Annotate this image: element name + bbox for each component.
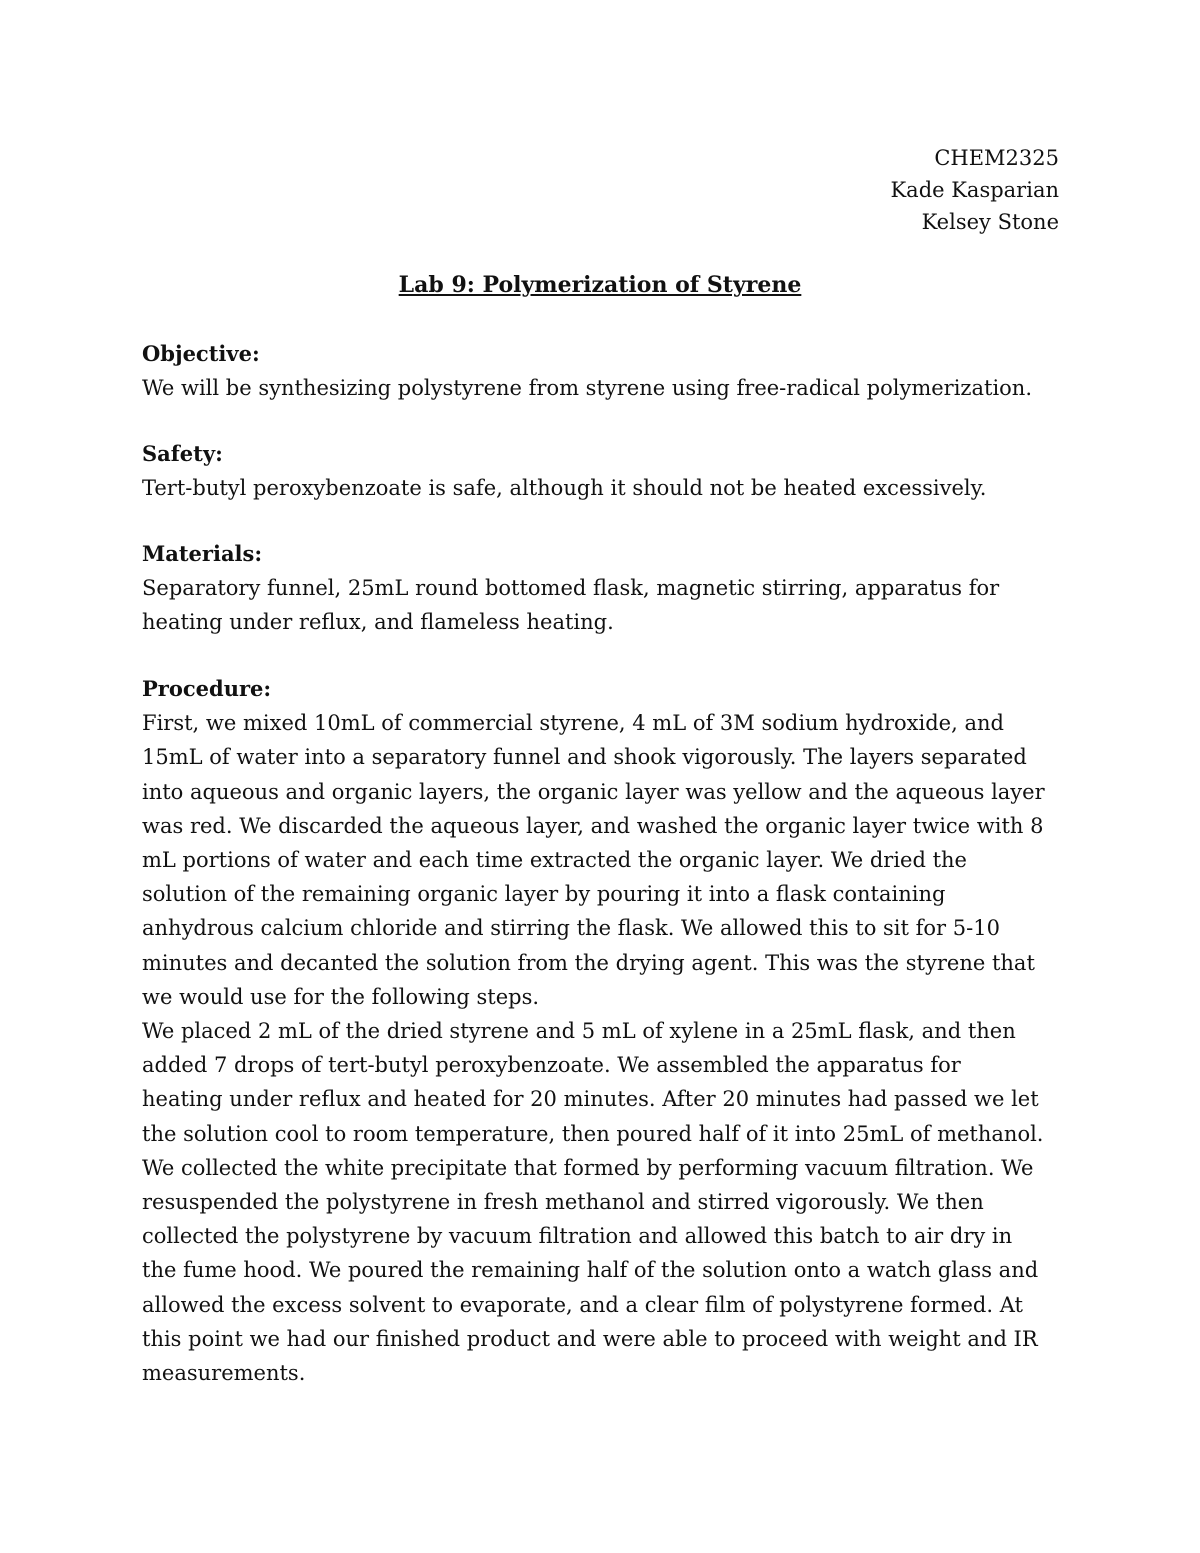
course-code: CHEM2325	[934, 146, 1059, 170]
objective-text-line: We will be synthesizing polystyrene from styrene using free-radical polymerization.	[142, 376, 1033, 401]
document-title: Lab 9: Polymerization of Styrene	[398, 272, 802, 298]
procedure-text-line: this point we had our finished product and were able to proceed with weight and IR	[142, 1326, 1038, 1351]
materials-text-line: Separatory funnel, 25mL round bottomed flask, magnetic stirring, apparatus for	[142, 576, 1000, 601]
materials-section	[142, 537, 1062, 640]
procedure-text-line: measurements.	[142, 1361, 306, 1386]
procedure-text-line: the solution cool to room temperature, then poured half of it into 25mL of methanol.	[142, 1121, 1044, 1146]
objective-heading: Objective:	[142, 341, 260, 366]
procedure-text-line: resuspended the polystyrene in fresh methanol and stirred vigorously. We then	[142, 1190, 984, 1215]
procedure-text-line: solution of the remaining organic layer by pouring it into a flask containing	[142, 882, 946, 907]
materials-heading: Materials:	[142, 541, 263, 566]
objective-section	[142, 337, 1062, 405]
author-name: Kelsey Stone	[921, 210, 1059, 234]
procedure-text-line: mL portions of water and each time extracted the organic layer. We dried the	[142, 848, 967, 873]
procedure-text-line: 15mL of water into a separatory funnel and shook vigorously. The layers separated	[142, 745, 1027, 770]
procedure-text-line: anhydrous calcium chloride and stirring the flask. We allowed this to sit for 5-10	[142, 916, 1000, 941]
document-header	[890, 142, 1059, 238]
materials-text-line: heating under reflux, and flameless heating.	[142, 610, 614, 635]
safety-heading: Safety:	[142, 441, 223, 466]
safety-section	[142, 437, 1062, 505]
procedure-text-line: minutes and decanted the solution from the drying agent. This was the styrene that	[142, 950, 1035, 975]
procedure-text-line: allowed the excess solvent to evaporate, and a clear film of polystyrene formed. At	[142, 1292, 1023, 1317]
procedure-text-line: We placed 2 mL of the dried styrene and 5 mL of xylene in a 25mL flask, and then	[142, 1019, 1016, 1044]
procedure-heading: Procedure:	[142, 676, 272, 701]
procedure-text-line: collected the polystyrene by vacuum filtration and allowed this batch to air dry in	[142, 1224, 1013, 1249]
procedure-text-line: into aqueous and organic layers, the organic layer was yellow and the aqueous layer	[142, 779, 1045, 804]
procedure-text-line: added 7 drops of tert-butyl peroxybenzoate. We assembled the apparatus for	[142, 1053, 961, 1078]
procedure-text-line: heating under reflux and heated for 20 minutes. After 20 minutes had passed we let	[142, 1087, 1039, 1112]
procedure-text-line: we would use for the following steps.	[142, 984, 540, 1009]
procedure-text-line: First, we mixed 10mL of commercial styrene, 4 mL of 3M sodium hydroxide, and	[142, 711, 1004, 736]
procedure-text-line: We collected the white precipitate that formed by performing vacuum filtration. We	[142, 1155, 1034, 1180]
safety-text-line: Tert-butyl peroxybenzoate is safe, although it should not be heated excessively.	[142, 476, 987, 501]
procedure-text-line: was red. We discarded the aqueous layer, and washed the organic layer twice with 8	[142, 813, 1044, 838]
author-name: Kade Kasparian	[890, 178, 1059, 202]
procedure-section	[142, 672, 1062, 1390]
procedure-text-line: the fume hood. We poured the remaining half of the solution onto a watch glass and	[142, 1258, 1039, 1283]
